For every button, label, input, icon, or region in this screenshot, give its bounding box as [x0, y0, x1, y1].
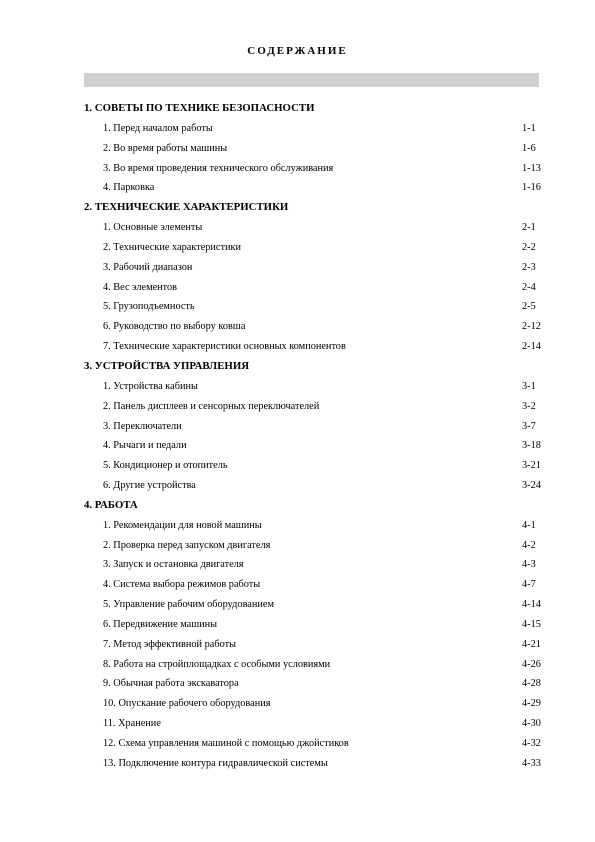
toc-entry-page: 4-7: [522, 579, 536, 591]
toc-entry-label: 4. Рычаги и педали: [103, 440, 187, 452]
toc-entry: [84, 536, 544, 556]
toc-entry-label: 1. Перед началом работы: [103, 122, 213, 134]
toc-entry: [84, 734, 544, 754]
toc-entry: [84, 397, 544, 417]
toc-entry-page: 4-15: [522, 618, 541, 630]
toc-entry-label: 6. Передвижение машины: [103, 618, 218, 630]
toc-entry-label: 2. Во время работы машины: [103, 142, 228, 154]
toc-entry-page: 1-1: [522, 122, 536, 134]
toc-entry-page: 3-18: [522, 440, 541, 452]
toc-entry-label: 6. Руководство по выбору ковша: [103, 321, 246, 333]
toc-entry-page: 4-1: [522, 519, 536, 531]
header-divider-bar: [84, 73, 539, 87]
toc-entry-page: 2-5: [522, 301, 536, 313]
toc-entry-label: 12. Схема управления машиной с помощью джойстиков: [103, 738, 349, 749]
toc-entry: [84, 694, 544, 714]
toc-entry-label: 3. Переключатели: [103, 420, 182, 432]
toc-entry-label: 4. Система выбора режимов работы: [103, 579, 261, 591]
toc-entry-page: 2-2: [522, 241, 536, 253]
toc-entry: [84, 714, 544, 734]
toc-entry-label: 1. Основные элементы: [103, 222, 203, 234]
toc-entry-label: 13. Подключение контура гидравлической системы: [103, 757, 328, 769]
toc-entry-page: 4-32: [522, 738, 541, 749]
toc-entry: [84, 159, 544, 179]
toc-entry-page: 1-13: [522, 162, 541, 174]
toc-entry-page: 2-14: [522, 341, 541, 353]
toc-entry-label: 5. Кондиционер и отопитель: [103, 460, 228, 472]
toc-entry-label: 4. Парковка: [103, 182, 155, 194]
toc-entry-page: 3-2: [522, 400, 536, 412]
toc-entry: [84, 297, 544, 317]
toc-entry-label: 5. Управление рабочим оборудованием: [103, 599, 274, 611]
toc-entry-label: 1. Устройства кабины: [103, 380, 198, 392]
toc-entry-label: 11. Хранение: [103, 718, 161, 730]
toc-entry-page: 4-26: [522, 658, 541, 670]
toc-entry: [84, 555, 544, 575]
toc-entry-page: 2-3: [522, 261, 536, 273]
toc-entry-page: 4-33: [522, 757, 541, 769]
table-of-contents: [84, 99, 544, 774]
toc-entry: [84, 456, 544, 476]
toc-entry: [84, 655, 544, 675]
toc-entry-label: 7. Технические характеристики основных компонентов: [103, 341, 346, 353]
toc-entry-label: 7. Метод эффективной работы: [103, 638, 236, 650]
toc-entry-label: 2. Технические характеристики: [103, 241, 242, 253]
toc-entry: [84, 516, 544, 536]
toc-entry-page: 3-24: [522, 480, 541, 492]
toc-entry: [84, 337, 544, 357]
toc-entry-label: 9. Обычная работа экскаватора: [103, 678, 239, 690]
toc-entry-page: 3-21: [522, 460, 541, 472]
toc-entry-label: 3. Рабочий диапазон: [103, 261, 193, 273]
toc-entry-page: 4-30: [522, 718, 541, 730]
toc-entry: [84, 317, 544, 337]
toc-entry: [84, 595, 544, 615]
toc-entry: [84, 754, 544, 774]
toc-entry-page: 3-1: [522, 380, 536, 392]
toc-entry-page: 4-21: [522, 638, 541, 650]
toc-entry-label: 5. Грузоподъемность: [103, 301, 195, 313]
toc-entry-label: 6. Другие устройства: [103, 480, 196, 492]
page-title: СОДЕРЖАНИЕ: [247, 45, 348, 57]
toc-entry: [84, 436, 544, 456]
toc-entry-page: 2-1: [522, 222, 536, 234]
toc-entry-label: 4. Вес элементов: [103, 281, 178, 293]
toc-entry: [84, 476, 544, 496]
toc-entry: [84, 575, 544, 595]
toc-entry: [84, 139, 544, 159]
toc-entry: [84, 377, 544, 397]
toc-entry-page: 4-28: [522, 678, 541, 690]
toc-entry: [84, 417, 544, 437]
toc-entry-page: 4-14: [522, 599, 541, 611]
toc-entry: [84, 635, 544, 655]
toc-entry-label: 8. Работа на стройплощадках с особыми условиями: [103, 658, 331, 670]
toc-entry: [84, 278, 544, 298]
toc-entry-page: 1-6: [522, 142, 536, 154]
toc-entry: [84, 615, 544, 635]
section-heading: 1. СОВЕТЫ ПО ТЕХНИКЕ БЕЗОПАСНОСТИ: [84, 102, 315, 114]
toc-entry: [84, 178, 544, 198]
toc-entry-page: 4-29: [522, 698, 541, 710]
toc-entry: [84, 238, 544, 258]
toc-entry: [84, 674, 544, 694]
toc-entry-label: 3. Во время проведения технического обслуживания: [103, 162, 334, 174]
toc-entry: [84, 119, 544, 139]
toc-entry: [84, 258, 544, 278]
section-heading: 3. УСТРОЙСТВА УПРАВЛЕНИЯ: [84, 359, 250, 372]
toc-entry-page: 2-12: [522, 321, 541, 333]
toc-entry-label: 2. Проверка перед запуском двигателя: [103, 539, 271, 551]
section-heading: 2. ТЕХНИЧЕСКИЕ ХАРАКТЕРИСТИКИ: [84, 201, 289, 214]
toc-entry-label: 3. Запуск и остановка двигателя: [103, 559, 244, 571]
toc-entry-page: 3-7: [522, 420, 536, 432]
toc-entry-page: 4-3: [522, 559, 536, 571]
toc-entry-label: 1. Рекомендации для новой машины: [103, 519, 262, 531]
toc-entry-page: 2-4: [522, 281, 536, 293]
toc-entry-page: 1-16: [522, 182, 541, 194]
toc-entry-label: 10. Опускание рабочего оборудования: [103, 698, 271, 710]
toc-entry-page: 4-2: [522, 539, 536, 551]
section-heading: 4. РАБОТА: [84, 498, 138, 511]
toc-entry-label: 2. Панель дисплеев и сенсорных переключателей: [103, 400, 320, 412]
toc-entry: [84, 218, 544, 238]
